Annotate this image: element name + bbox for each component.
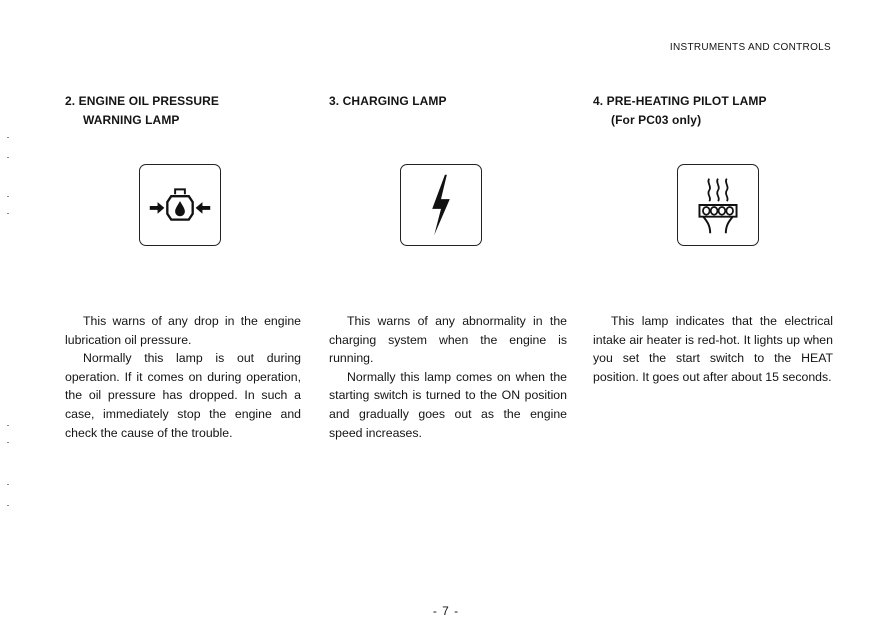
section-description bbox=[65, 312, 301, 442]
section-charging-lamp bbox=[329, 92, 569, 440]
glow-plug-heater-icon bbox=[678, 165, 758, 245]
scan-speck bbox=[7, 442, 9, 443]
section-number: 2. bbox=[65, 94, 76, 108]
engine-oil-pressure-icon bbox=[140, 165, 220, 245]
lightning-bolt-icon bbox=[401, 165, 481, 245]
section-heading bbox=[65, 92, 305, 152]
section-description bbox=[329, 312, 567, 442]
paragraph: Normally this lamp is out during operation. If it comes on during operation, the oil pressure has dropped. In such a case, immediately stop the engine and check the cause of the trouble. bbox=[65, 351, 301, 440]
section-title-line1: CHARGING LAMP bbox=[342, 94, 447, 108]
section-pre-heating-pilot-lamp bbox=[593, 92, 833, 384]
scan-speck bbox=[7, 196, 9, 197]
section-heading bbox=[329, 92, 569, 152]
section-number: 4. bbox=[593, 94, 604, 108]
paragraph: This warns of any abnormality in the charging system when the engine is running. bbox=[329, 314, 567, 366]
engine-oil-pressure-lamp bbox=[139, 164, 221, 246]
section-heading bbox=[593, 92, 833, 152]
scan-speck bbox=[7, 484, 9, 485]
section-description bbox=[593, 312, 833, 386]
scan-speck bbox=[7, 425, 9, 426]
paragraph: This warns of any drop in the engine lubrication oil pressure. bbox=[65, 314, 301, 347]
section-number: 3. bbox=[329, 94, 340, 108]
section-title-line1: PRE-HEATING PILOT LAMP bbox=[606, 94, 767, 108]
section-title-line2: (For PC03 only) bbox=[611, 113, 702, 127]
charging-lamp bbox=[400, 164, 482, 246]
section-engine-oil-pressure bbox=[65, 92, 305, 440]
scan-speck bbox=[7, 505, 9, 506]
paragraph: Normally this lamp comes on when the starting switch is turned to the ON position and gradually goes out as the engine speed increases. bbox=[329, 369, 567, 440]
page-number: - 7 - bbox=[432, 604, 460, 618]
paragraph: This lamp indicates that the electrical intake air heater is red-hot. It lights up when you set the start switch to the HEAT position. It goes out after about 15 seconds. bbox=[593, 314, 833, 384]
scan-speck bbox=[7, 137, 9, 138]
scan-speck bbox=[7, 213, 9, 214]
scan-speck bbox=[7, 157, 9, 158]
section-title-line2: WARNING LAMP bbox=[83, 113, 180, 127]
section-running-header: INSTRUMENTS AND CONTROLS bbox=[669, 42, 831, 53]
pre-heating-pilot-lamp bbox=[677, 164, 759, 246]
section-title-line1: ENGINE OIL PRESSURE bbox=[78, 94, 220, 108]
